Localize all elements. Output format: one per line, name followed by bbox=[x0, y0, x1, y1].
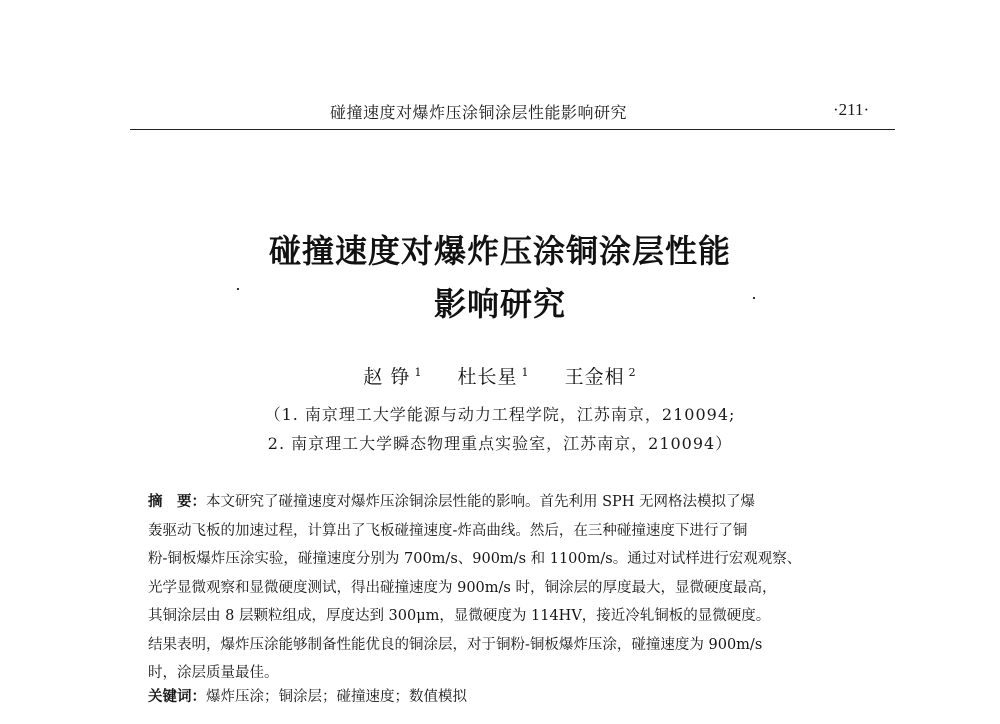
abstract-line: 结果表明，爆炸压涂能够制备性能优良的铜涂层，对于铜粉-铜板爆炸压涂，碰撞速度为 900m/s bbox=[148, 636, 763, 653]
keywords-label: 关键词： bbox=[148, 688, 206, 705]
abstract-line: 光学显微观察和显微硬度测试，得出碰撞速度为 900m/s 时，铜涂层的厚度最大，显微硬度最高， bbox=[148, 579, 777, 596]
page-number: ·211· bbox=[833, 100, 870, 119]
abstract-line: 其铜涂层由 8 层颗粒组成，厚度达到 300μm，显微硬度为 114HV，接近冷轧铜板的显微硬度。 bbox=[148, 608, 771, 624]
abstract bbox=[148, 488, 868, 688]
abstract-line: 时，涂层质量最佳。 bbox=[148, 665, 279, 681]
affiliation-line-2: 2. 南京理工大学瞬态物理重点实验室，江苏南京，210094） bbox=[267, 434, 733, 453]
affiliation-line-1: （1. 南京理工大学能源与动力工程学院，江苏南京，210094; bbox=[264, 405, 736, 424]
keywords-text: 爆炸压涂；铜涂层；碰撞速度；数值模拟 bbox=[206, 689, 467, 705]
scan-speck bbox=[753, 297, 755, 299]
paper-title-line-1: 碰撞速度对爆炸压涂铜涂层性能 bbox=[268, 232, 731, 270]
keywords bbox=[148, 685, 467, 706]
author-list bbox=[0, 362, 1000, 389]
scan-speck bbox=[237, 288, 239, 290]
running-header-title: 碰撞速度对爆炸压涂铜涂层性能影响研究 bbox=[330, 103, 628, 122]
abstract-line: 轰驱动飞板的加速过程，计算出了飞板碰撞速度-炸高曲线。然后，在三种碰撞速度下进行了铜 bbox=[148, 522, 748, 539]
header-rule bbox=[130, 129, 895, 130]
author: 王金相 $^2$ bbox=[564, 365, 637, 388]
abstract-label: 摘 要： bbox=[148, 493, 206, 510]
abstract-line: 粉-铜板爆炸压涂实验，碰撞速度分别为 700m/s、900m/s 和 1100m/s。通过对试样进行宏观观察、 bbox=[148, 551, 802, 567]
author: 杜长星 $^1$ bbox=[457, 365, 530, 388]
abstract-line: 摘 要：本文研究了碰撞速度对爆炸压涂铜涂层性能的影响。首先利用 SPH 无网格法模拟了爆 bbox=[148, 493, 756, 510]
paper-title-line-2: 影响研究 bbox=[433, 285, 566, 323]
author: 赵 铮 $^1$ bbox=[363, 365, 423, 388]
